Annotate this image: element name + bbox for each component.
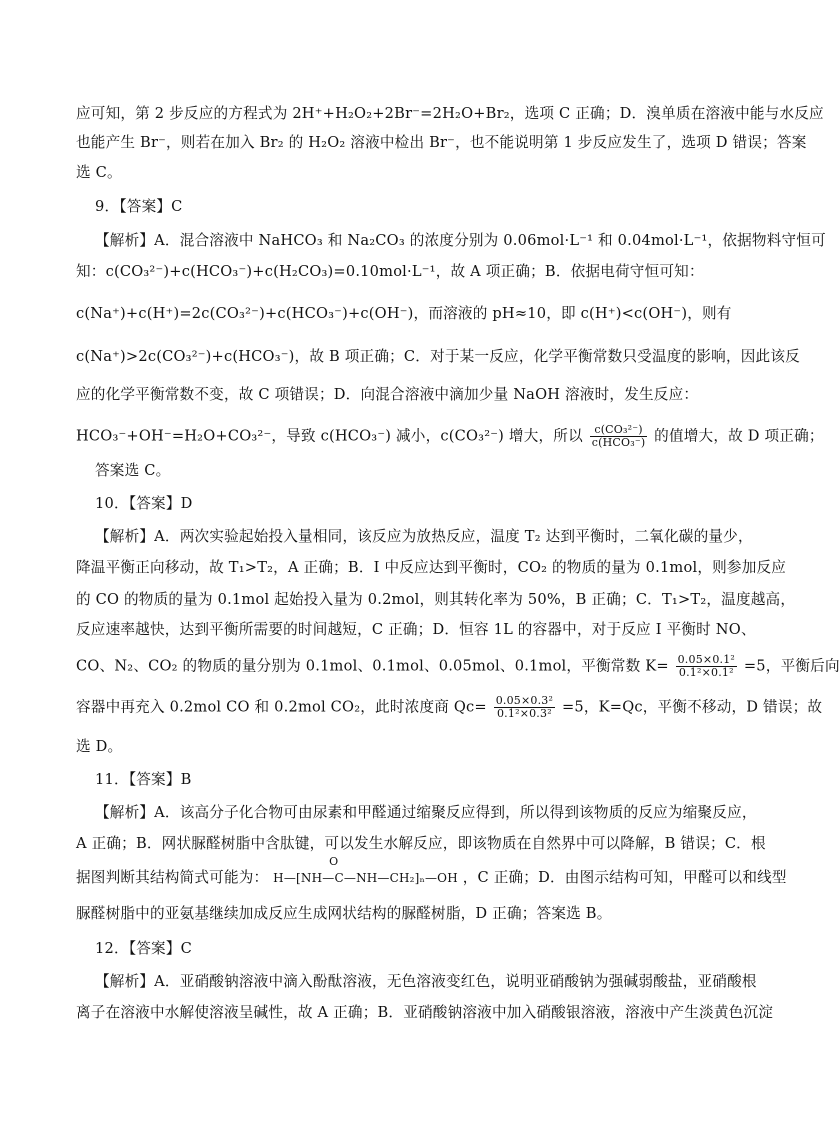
text-line: 【解析】A．混合溶液中 NaHCO₃ 和 Na₂CO₃ 的浓度分别为 0.06mol·L⁻¹ 和 0.04mol·L⁻¹，依据物料守恒可 [95, 232, 826, 249]
fraction-numerator: 0.05×0.1² [677, 653, 736, 666]
answer-heading-10: 10．【答案】D [95, 495, 193, 512]
fraction-numerator: c(CO₃²⁻) [590, 424, 648, 437]
fraction-denominator: 0.1²×0.3² [496, 707, 552, 720]
answer-heading-11: 11．【答案】B [95, 771, 192, 788]
equation-text: HCO₃⁻+OH⁻=H₂O+CO₃²⁻，导致 c(HCO₃⁻) 减小，c(CO₃²⁻) 增大，所以 [76, 427, 583, 445]
text-line [76, 855, 787, 888]
text-line: 应的化学平衡常数不变，故 C 项错误；D．向混合溶液中滴加少量 NaOH 溶液时，发生反应： [76, 386, 699, 403]
text-tail: ，C 正确；D．由图示结构可知，甲醛可以和线型 [462, 869, 787, 886]
text-line: A 正确；B．网状脲醛树脂中含肽键，可以发生水解反应，即该物质在自然界中可以降解，B 错误；C．根 [76, 835, 766, 852]
text-line: 答案选 C。 [95, 462, 171, 479]
text-line: 选 D。 [76, 738, 123, 755]
text-line: 应可知，第 2 步反应的方程式为 2H⁺+H₂O₂+2Br⁻=2H₂O+Br₂，选项 C 正确；D．溴单质在溶液中能与水反应 [76, 105, 824, 122]
text-head: CO、N₂、CO₂ 的物质的量分别为 0.1mol、0.1mol、0.05mol、0.1mol，平衡常数 K= [76, 657, 669, 675]
text-line [76, 653, 840, 679]
text-tail: =5，K=Qc，平衡不移动，D 错误；故 [561, 698, 823, 716]
text-line: 的 CO 的物质的量为 0.1mol 起始投入量为 0.2mol，则其转化率为 50%，B 正确；C．T₁>T₂，温度越高， [76, 591, 796, 608]
text-line: c(Na⁺)>2c(CO₃²⁻)+c(HCO₃⁻)，故 B 项正确；C．对于某一反应，化学平衡常数只受温度的影响，因此该反 [76, 348, 800, 365]
fraction-denominator: c(HCO₃⁻) [591, 436, 646, 449]
text-tail: 的值增大，故 D 项正确； [654, 427, 824, 445]
text-line: 脲醛树脂中的亚氨基继续加成反应生成网状结构的脲醛树脂，D 正确；答案选 B。 [76, 905, 612, 922]
urea-formaldehyde-structure [273, 855, 458, 888]
fraction-k [676, 654, 737, 679]
text-line [76, 423, 824, 449]
text-line: c(Na⁺)+c(H⁺)=2c(CO₃²⁻)+c(HCO₃⁻)+c(OH⁻)，而溶液的 pH≈10，即 c(H⁺)<c(OH⁻)，则有 [76, 305, 732, 322]
fraction-qc [494, 695, 555, 720]
text-line [76, 694, 823, 720]
text-line: 【解析】A．两次实验起始投入量相同，该反应为放热反应，温度 T₂ 达到平衡时，二氧化碳的量少， [95, 528, 753, 545]
text-tail: =5，平衡后向 [743, 657, 840, 675]
text-line: 反应速率越快，达到平衡所需要的时间越短，C 正确；D．恒容 1L 的容器中，对于反应 I 平衡时 NO、 [76, 621, 756, 638]
text-head: 据图判断其结构简式可能为： [76, 869, 269, 886]
text-head: 容器中再充入 0.2mol CO 和 0.2mol CO₂，此时浓度商 Qc= [76, 698, 487, 716]
text-line: 降温平衡正向移动，故 T₁>T₂，A 正确；B．I 中反应达到平衡时，CO₂ 的物质的量为 0.1mol，则参加反应 [76, 559, 787, 576]
text-line: 【解析】A．亚硝酸钠溶液中滴入酚酞溶液，无色溶液变红色，说明亚硝酸钠为强碱弱酸盐，亚硝酸根 [95, 973, 757, 990]
text-line: 选 C。 [76, 164, 122, 181]
text-line: 【解析】A．该高分子化合物可由尿素和甲醛通过缩聚反应得到，所以得到该物质的反应为缩聚反应， [95, 804, 757, 821]
text-line: 知：c(CO₃²⁻)+c(HCO₃⁻)+c(H₂CO₃)=0.10mol·L⁻¹，故 A 项正确；B．依据电荷守恒可知： [76, 263, 704, 280]
structure-oxygen: O [329, 855, 339, 868]
answer-heading-9: 9．【答案】C [95, 198, 183, 215]
structure-formula: H—[NH—C—NH—CH₂]ₙ—OH [273, 871, 458, 885]
fraction-denominator: 0.1²×0.1² [678, 666, 734, 679]
answer-heading-12: 12．【答案】C [95, 940, 193, 957]
text-line: 离子在溶液中水解使溶液呈碱性，故 A 正确；B．亚硝酸钠溶液中加入硝酸银溶液，溶液中产生淡黄色沉淀 [76, 1004, 774, 1021]
fraction-numerator: 0.05×0.3² [495, 694, 554, 707]
fraction-ratio [590, 424, 648, 449]
text-line: 也能产生 Br⁻，则若在加入 Br₂ 的 H₂O₂ 溶液中检出 Br⁻，也不能说明第 1 步反应发生了，选项 D 错误；答案 [76, 134, 807, 151]
